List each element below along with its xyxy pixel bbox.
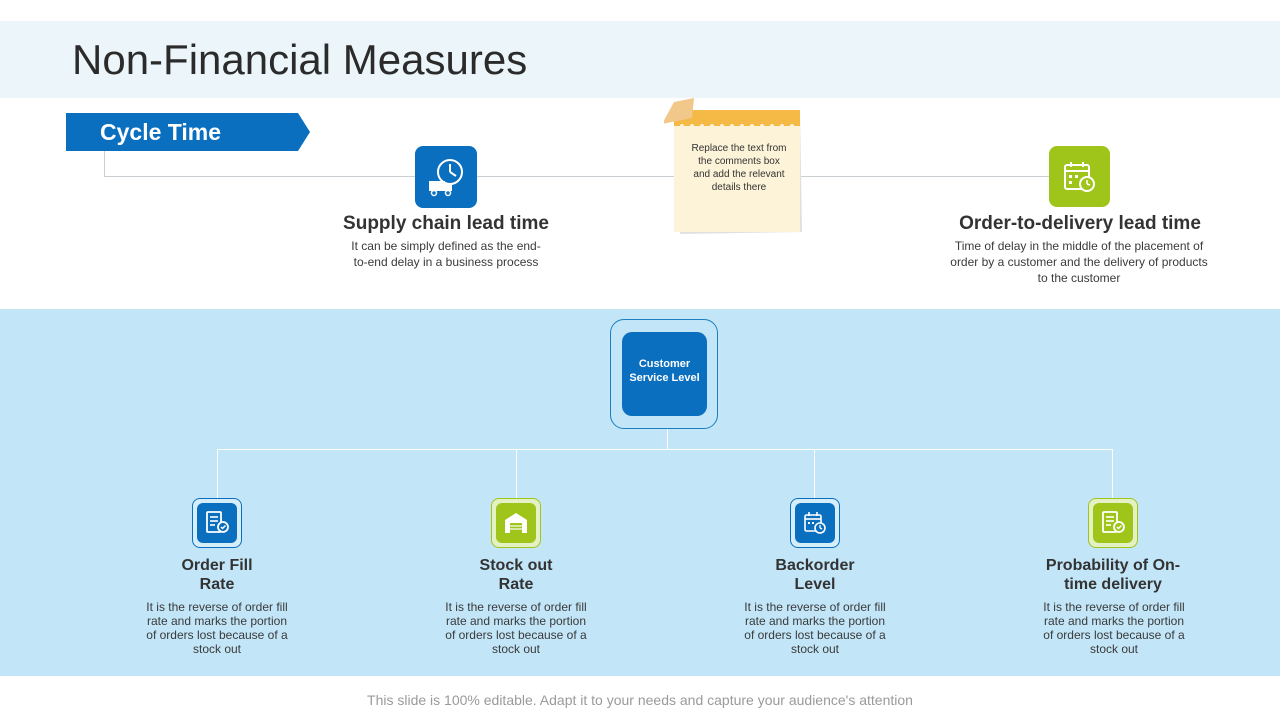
order-fill-rate-title: Order Fill Rate: [181, 557, 253, 593]
stock-out-rate-icon-box: [496, 503, 536, 543]
tree-line-branch-3: [814, 449, 815, 499]
calendar-clock-icon: [1062, 159, 1098, 195]
checklist-icon: [1100, 510, 1126, 536]
calendar-clock-icon: [802, 510, 828, 536]
on-time-delivery-title: Probability of On-time delivery: [1045, 557, 1181, 593]
on-time-delivery-icon-box: [1093, 503, 1133, 543]
supply-chain-icon-box: [415, 146, 477, 208]
stock-out-rate-title: Stock out Rate: [479, 557, 553, 593]
tree-line-horizontal: [217, 449, 1113, 450]
backorder-level-title: Backorder Level: [775, 557, 855, 593]
supply-chain-description: It can be simply defined as the end-to-end delay in a business process: [351, 239, 541, 269]
order-delivery-description: Time of delay in the middle of the placement of order by a customer and the delivery of products to the customer: [950, 239, 1208, 285]
clock-truck-icon: [424, 155, 468, 199]
footer-note: This slide is 100% editable. Adapt it to your needs and capture your audience's attention: [367, 692, 913, 708]
sticky-note-text: Replace the text from the comments box and add the relevant details there: [691, 143, 787, 193]
cycle-time-banner: [66, 113, 310, 151]
order-fill-rate-description: It is the reverse of order fill rate and marks the portion of orders lost because of a stock out: [146, 600, 288, 656]
warehouse-icon: [503, 510, 529, 536]
connector-horizontal: [104, 176, 1054, 177]
cycle-time-label: Cycle Time: [100, 119, 222, 145]
tree-line-branch-4: [1112, 449, 1113, 499]
checklist-icon: [204, 510, 230, 536]
order-delivery-title: Order-to-delivery lead time: [959, 213, 1201, 234]
order-fill-rate-icon-box: [197, 503, 237, 543]
customer-service-level-label: Customer Service Level: [629, 358, 700, 384]
supply-chain-title: Supply chain lead time: [343, 213, 549, 234]
page-title: Non-Financial Measures: [72, 36, 528, 83]
tree-line-branch-2: [516, 449, 517, 499]
order-delivery-icon-box: [1049, 146, 1110, 207]
tree-line-trunk: [667, 429, 668, 449]
connector-vertical-left: [104, 151, 105, 177]
on-time-delivery-description: It is the reverse of order fill rate and marks the portion of orders lost because of a stock out: [1043, 600, 1185, 656]
stock-out-rate-description: It is the reverse of order fill rate and marks the portion of orders lost because of a stock out: [445, 600, 587, 656]
tree-line-branch-1: [217, 449, 218, 499]
backorder-level-description: It is the reverse of order fill rate and marks the portion of orders lost because of a stock out: [744, 600, 886, 656]
backorder-level-icon-box: [795, 503, 835, 543]
